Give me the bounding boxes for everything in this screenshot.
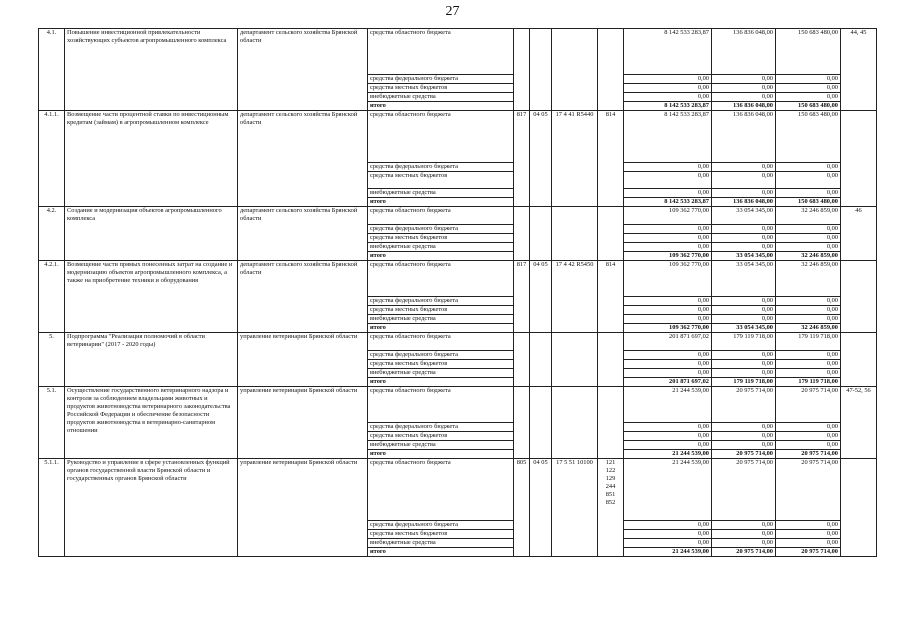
value-year-2: 0,00	[712, 360, 776, 369]
funding-source: итого	[368, 324, 514, 333]
indicator-note	[841, 333, 877, 387]
item-executor: департамент сельского хозяйства Брянской области	[238, 111, 368, 207]
item-number: 4.1.	[39, 29, 65, 111]
value-year-2: 33 054 345,00	[712, 207, 776, 225]
code-vr: 814	[598, 111, 624, 207]
item-executor: управление ветеринарии Брянской области	[238, 333, 368, 387]
value-year-2: 136 836 048,00	[712, 111, 776, 163]
funding-source: средства местных бюджетов	[368, 432, 514, 441]
value-year-3: 179 119 718,00	[776, 378, 841, 387]
table-row	[39, 29, 877, 75]
value-year-2: 0,00	[712, 243, 776, 252]
funding-source: итого	[368, 198, 514, 207]
code-csr: 17 4 41 R5440	[552, 111, 598, 207]
value-year-3: 20 975 714,00	[776, 548, 841, 557]
item-title: Возмещение части прямых понесенных затрат на создание и модернизацию объектов агропромышленного комплекса, а также на приобретение техники и оборудования	[65, 261, 238, 333]
funding-source: средства федерального бюджета	[368, 163, 514, 172]
value-year-2: 20 975 714,00	[712, 459, 776, 521]
value-year-1: 0,00	[624, 539, 712, 548]
item-number: 5.1.	[39, 387, 65, 459]
funding-source: средства федерального бюджета	[368, 351, 514, 360]
page-number: 27	[445, 4, 460, 19]
value-year-1: 0,00	[624, 521, 712, 530]
funding-source: внебюджетные средства	[368, 243, 514, 252]
value-year-2: 0,00	[712, 84, 776, 93]
code-csr	[552, 333, 598, 387]
value-year-3: 0,00	[776, 234, 841, 243]
value-year-3: 20 975 714,00	[776, 450, 841, 459]
value-year-1: 0,00	[624, 432, 712, 441]
funding-source: внебюджетные средства	[368, 189, 514, 198]
value-year-3: 0,00	[776, 315, 841, 324]
value-year-3: 0,00	[776, 75, 841, 84]
code-rz	[530, 207, 552, 261]
program-funding-table	[38, 28, 877, 557]
value-year-3: 32 246 859,00	[776, 261, 841, 297]
value-year-2: 136 836 048,00	[712, 102, 776, 111]
funding-source: итого	[368, 102, 514, 111]
table-row	[39, 261, 877, 297]
code-rz: 04 05	[530, 261, 552, 333]
value-year-3: 0,00	[776, 521, 841, 530]
indicator-note	[841, 459, 877, 557]
value-year-1: 8 142 533 283,87	[624, 111, 712, 163]
code-csr: 17 5 51 10100	[552, 459, 598, 557]
value-year-1: 109 362 770,00	[624, 261, 712, 297]
indicator-note: 47-52, 56	[841, 387, 877, 459]
code-rz: 04 05	[530, 459, 552, 557]
code-vr: 121 122 129 244 851 852	[598, 459, 624, 557]
value-year-3: 150 683 480,00	[776, 198, 841, 207]
value-year-3: 0,00	[776, 163, 841, 172]
value-year-1: 0,00	[624, 93, 712, 102]
value-year-1: 0,00	[624, 163, 712, 172]
value-year-3: 0,00	[776, 441, 841, 450]
value-year-1: 0,00	[624, 234, 712, 243]
value-year-1: 0,00	[624, 189, 712, 198]
funding-source: внебюджетные средства	[368, 539, 514, 548]
code-grbs: 817	[514, 111, 530, 207]
item-number: 4.2.	[39, 207, 65, 261]
value-year-2: 0,00	[712, 93, 776, 102]
funding-source: средства областного бюджета	[368, 459, 514, 521]
value-year-1: 0,00	[624, 315, 712, 324]
value-year-1: 8 142 533 283,87	[624, 102, 712, 111]
code-csr	[552, 207, 598, 261]
value-year-2: 0,00	[712, 369, 776, 378]
funding-source: средства местных бюджетов	[368, 172, 514, 189]
item-title: Создание и модернизация объектов агропромышленного комплекса	[65, 207, 238, 261]
indicator-note	[841, 261, 877, 333]
funding-source: средства федерального бюджета	[368, 521, 514, 530]
value-year-3: 0,00	[776, 84, 841, 93]
value-year-2: 0,00	[712, 539, 776, 548]
value-year-3: 150 683 480,00	[776, 29, 841, 75]
funding-source: средства местных бюджетов	[368, 306, 514, 315]
code-csr	[552, 387, 598, 459]
indicator-note	[841, 111, 877, 207]
value-year-1: 109 362 770,00	[624, 324, 712, 333]
table-row	[39, 111, 877, 163]
funding-source: средства федерального бюджета	[368, 297, 514, 306]
code-grbs	[514, 207, 530, 261]
funding-source: внебюджетные средства	[368, 369, 514, 378]
value-year-3: 179 119 718,00	[776, 333, 841, 351]
code-grbs: 805	[514, 459, 530, 557]
funding-source: средства областного бюджета	[368, 333, 514, 351]
funding-source: внебюджетные средства	[368, 315, 514, 324]
funding-source: итого	[368, 548, 514, 557]
value-year-1: 0,00	[624, 351, 712, 360]
value-year-2: 0,00	[712, 75, 776, 84]
value-year-1: 0,00	[624, 441, 712, 450]
value-year-3: 0,00	[776, 93, 841, 102]
funding-source: средства местных бюджетов	[368, 530, 514, 539]
value-year-3: 0,00	[776, 225, 841, 234]
value-year-2: 0,00	[712, 172, 776, 189]
value-year-1: 21 244 539,00	[624, 387, 712, 423]
item-executor: департамент сельского хозяйства Брянской области	[238, 261, 368, 333]
value-year-1: 109 362 770,00	[624, 252, 712, 261]
code-vr	[598, 387, 624, 459]
value-year-1: 8 142 533 283,87	[624, 29, 712, 75]
code-vr: 814	[598, 261, 624, 333]
value-year-3: 0,00	[776, 351, 841, 360]
value-year-3: 150 683 480,00	[776, 111, 841, 163]
value-year-1: 0,00	[624, 225, 712, 234]
code-rz	[530, 29, 552, 111]
value-year-2: 0,00	[712, 351, 776, 360]
table-row	[39, 333, 877, 351]
value-year-1: 0,00	[624, 423, 712, 432]
funding-source: средства областного бюджета	[368, 261, 514, 297]
value-year-2: 33 054 345,00	[712, 252, 776, 261]
value-year-1: 21 244 539,00	[624, 450, 712, 459]
funding-source: средства областного бюджета	[368, 207, 514, 225]
code-csr: 17 4 42 R5450	[552, 261, 598, 333]
value-year-3: 32 246 859,00	[776, 252, 841, 261]
funding-source: средства областного бюджета	[368, 29, 514, 75]
value-year-2: 136 836 048,00	[712, 198, 776, 207]
value-year-2: 20 975 714,00	[712, 387, 776, 423]
value-year-1: 201 871 697,02	[624, 378, 712, 387]
indicator-note: 46	[841, 207, 877, 261]
item-executor: департамент сельского хозяйства Брянской области	[238, 207, 368, 261]
code-grbs: 817	[514, 261, 530, 333]
value-year-3: 0,00	[776, 530, 841, 539]
funding-source: средства федерального бюджета	[368, 423, 514, 432]
value-year-3: 0,00	[776, 369, 841, 378]
item-title: Возмещение части процентной ставки по инвестиционным кредитам (займам) в агропромышленном комплексе	[65, 111, 238, 207]
funding-source: внебюджетные средства	[368, 441, 514, 450]
funding-source: средства федерального бюджета	[368, 75, 514, 84]
code-rz	[530, 333, 552, 387]
funding-source: итого	[368, 378, 514, 387]
value-year-3: 0,00	[776, 243, 841, 252]
code-vr	[598, 207, 624, 261]
value-year-1: 21 244 539,00	[624, 459, 712, 521]
code-rz: 04 05	[530, 111, 552, 207]
code-vr	[598, 29, 624, 111]
value-year-1: 0,00	[624, 243, 712, 252]
value-year-3: 0,00	[776, 172, 841, 189]
item-title: Руководство и управление в сфере установленных функций органов государственной власти Брянской области и государственных органов Брянской области	[65, 459, 238, 557]
value-year-1: 0,00	[624, 530, 712, 539]
indicator-note: 44, 45	[841, 29, 877, 111]
item-number: 4.2.1.	[39, 261, 65, 333]
value-year-1: 0,00	[624, 360, 712, 369]
funding-source: средства областного бюджета	[368, 111, 514, 163]
value-year-2: 20 975 714,00	[712, 548, 776, 557]
value-year-2: 136 836 048,00	[712, 29, 776, 75]
item-executor: департамент сельского хозяйства Брянской области	[238, 29, 368, 111]
funding-source: средства областного бюджета	[368, 387, 514, 423]
funding-source: итого	[368, 450, 514, 459]
value-year-2: 33 054 345,00	[712, 261, 776, 297]
code-vr	[598, 333, 624, 387]
value-year-3: 0,00	[776, 432, 841, 441]
code-rz	[530, 387, 552, 459]
value-year-2: 0,00	[712, 315, 776, 324]
value-year-1: 0,00	[624, 297, 712, 306]
funding-source: итого	[368, 252, 514, 261]
value-year-1: 0,00	[624, 306, 712, 315]
item-executor: управление ветеринарии Брянской области	[238, 459, 368, 557]
value-year-1: 0,00	[624, 369, 712, 378]
item-number: 5.1.1.	[39, 459, 65, 557]
funding-source: внебюджетные средства	[368, 93, 514, 102]
code-grbs	[514, 29, 530, 111]
value-year-2: 0,00	[712, 306, 776, 315]
value-year-3: 32 246 859,00	[776, 207, 841, 225]
value-year-3: 20 975 714,00	[776, 387, 841, 423]
value-year-1: 201 871 697,02	[624, 333, 712, 351]
item-title: Осуществление государственного ветеринарного надзора и контроля за соблюдением владельцами животных и продуктов животноводства ветеринарного законодательства Российской Федерации и обеспечение безопасности продуктов животноводства в ветеринарно-санитарном отношении	[65, 387, 238, 459]
value-year-3: 0,00	[776, 423, 841, 432]
value-year-2: 0,00	[712, 530, 776, 539]
funding-source: средства местных бюджетов	[368, 84, 514, 93]
value-year-1: 0,00	[624, 172, 712, 189]
funding-source: средства местных бюджетов	[368, 360, 514, 369]
value-year-3: 0,00	[776, 306, 841, 315]
value-year-2: 0,00	[712, 432, 776, 441]
value-year-2: 0,00	[712, 441, 776, 450]
value-year-2: 179 119 718,00	[712, 333, 776, 351]
table-row	[39, 387, 877, 423]
value-year-3: 0,00	[776, 539, 841, 548]
value-year-2: 0,00	[712, 423, 776, 432]
value-year-3: 32 246 859,00	[776, 324, 841, 333]
value-year-2: 0,00	[712, 189, 776, 198]
value-year-1: 109 362 770,00	[624, 207, 712, 225]
value-year-3: 0,00	[776, 189, 841, 198]
value-year-1: 0,00	[624, 75, 712, 84]
value-year-3: 20 975 714,00	[776, 459, 841, 521]
value-year-1: 0,00	[624, 84, 712, 93]
value-year-1: 21 244 539,00	[624, 548, 712, 557]
code-grbs	[514, 387, 530, 459]
value-year-2: 0,00	[712, 225, 776, 234]
funding-source: средства местных бюджетов	[368, 234, 514, 243]
value-year-2: 33 054 345,00	[712, 324, 776, 333]
value-year-2: 179 119 718,00	[712, 378, 776, 387]
value-year-3: 0,00	[776, 360, 841, 369]
value-year-3: 0,00	[776, 297, 841, 306]
value-year-2: 0,00	[712, 297, 776, 306]
value-year-2: 0,00	[712, 163, 776, 172]
code-csr	[552, 29, 598, 111]
value-year-2: 0,00	[712, 521, 776, 530]
table-row	[39, 207, 877, 225]
funding-source: средства федерального бюджета	[368, 225, 514, 234]
code-grbs	[514, 333, 530, 387]
item-title: Подпрограмма "Реализация полномочий в области ветеринарии" (2017 - 2020 годы)	[65, 333, 238, 387]
table-row	[39, 459, 877, 521]
value-year-2: 0,00	[712, 234, 776, 243]
value-year-1: 8 142 533 283,87	[624, 198, 712, 207]
item-number: 5.	[39, 333, 65, 387]
value-year-2: 20 975 714,00	[712, 450, 776, 459]
value-year-3: 150 683 480,00	[776, 102, 841, 111]
item-executor: управление ветеринарии Брянской области	[238, 387, 368, 459]
item-number: 4.1.1.	[39, 111, 65, 207]
item-title: Повышение инвестиционной привлекательности хозяйствующих субъектов агропромышленного комплекса	[65, 29, 238, 111]
